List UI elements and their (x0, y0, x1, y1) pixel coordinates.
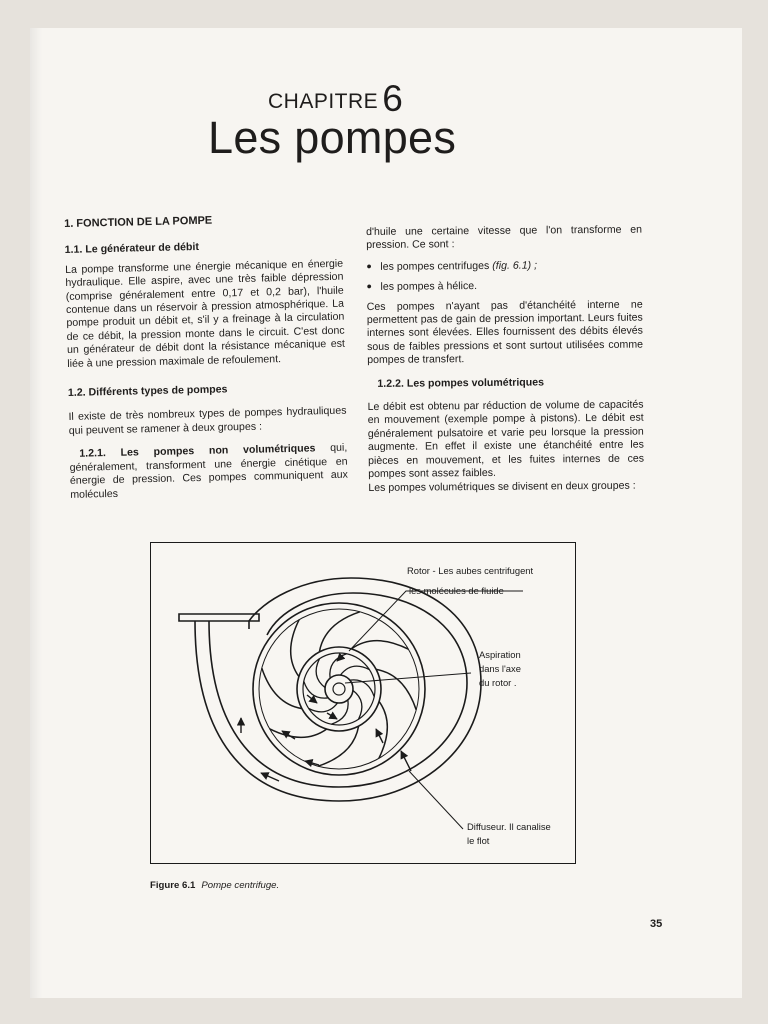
vane (340, 666, 369, 675)
paragraph-etancheite: Ces pompes n'ayant pas d'étanchéité interne ne permettent pas de gain de pression important. Leurs fuites internes sont élevées. Elles fournissent des débits élevés sous de faibles pressions et sont surtout utilisées comme pompes de transfert. (366, 298, 644, 367)
leader-line-aspiration (345, 673, 471, 683)
chapter-label: CHAPITRE (268, 90, 379, 113)
paragraph-generateur: La pompe transforme une énergie mécanique en énergie hydraulique. Elle aspire, avec une très faible dépression (comprise généralement entre 0,17 et 0,2 bar), l'huile contenue dans un réservoir à pression atmosphérique. La pompe produit un débit et, s'il y a freinage à la circulation de ce débit, la pression monte dans le circuit. C'est donc un générateur de débit dont la résistance mécanique est liée à une pression maximale de refoulement. (65, 257, 346, 370)
figure-caption (150, 880, 279, 891)
vane (353, 690, 362, 719)
label-diffuseur-line-2: le flot (467, 835, 490, 846)
label-rotor-line-2: les molécules de fluide (409, 585, 504, 596)
caption-number: Figure 6.1 (150, 880, 196, 891)
page-number: 35 (650, 918, 663, 930)
paragraph-volumetriques: Le débit est obtenu par réduction de volume de capacités en mouvement (exemple pompe à pistons). Le débit est généralement pulsatoire et varie peu lorsque la pression augmente. En effet il existe une étanchéité entre les pièces en mouvement, et les fuites internes de ces pompes sont assez faibles. (367, 398, 645, 481)
label-aspiration-line-3: du rotor . (479, 677, 517, 688)
flow-arrow (401, 751, 411, 771)
hub-eye (325, 675, 353, 703)
paragraph-non-volumetriques (69, 442, 348, 502)
section-heading-1-2-2: 1.2.2. Les pompes volumétriques (377, 376, 545, 390)
flow-arrow (261, 773, 279, 781)
vane (262, 668, 302, 709)
vane (379, 701, 388, 758)
leader-line-diffuseur (409, 771, 463, 829)
section-heading-1-2: 1.2. Différents types de pompes (67, 383, 228, 400)
figure-reference: (fig. 6.1) ; (492, 259, 538, 272)
bullet-centrifuges (366, 258, 642, 274)
vane (351, 641, 408, 650)
paragraph-types: Il existe de très nombreux types de pompes hydrauliques qui peuvent se ramener à deux groupes : (68, 405, 347, 437)
flow-arrow (327, 713, 337, 719)
label-aspiration-line-1: Aspiration (479, 649, 521, 660)
left-column (64, 212, 348, 502)
label-rotor-line-1: Rotor - Les aubes centrifugent (407, 565, 534, 576)
bullet-helice: ● les pompes à hélice. (366, 279, 642, 295)
caption-text: Pompe centrifuge. (201, 880, 280, 891)
chapter-title: Les pompes (208, 112, 457, 163)
impeller-outer-ring (253, 603, 425, 775)
impeller-vanes (262, 612, 416, 766)
volute-outer (195, 578, 481, 801)
label-diffuseur-line-1: Diffuseur. Il canalise (467, 821, 551, 832)
vane (270, 729, 327, 738)
paragraph-non-volumetriques-text: qui, généralement, transforment une énergie cinétique en énergie de pression. Ces pompes communiquent aux molécules (69, 441, 349, 501)
subheading-1-2-1: 1.2.1. Les pompes non volumétriques (79, 442, 316, 460)
flow-arrow (376, 729, 383, 743)
paragraph-deux-groupes: Les pompes volumétriques se divisent en deux groupes : (368, 479, 636, 494)
section-heading-1: 1. FONCTION DE LA POMPE (64, 214, 213, 230)
page-gutter-shadow (30, 28, 42, 998)
vane (376, 669, 416, 710)
vane (309, 703, 338, 712)
centrifugal-pump-drawing (151, 543, 575, 863)
bullet-centrifuges-text: les pompes centrifuges (380, 259, 493, 273)
chapter-number: 6 (382, 78, 404, 119)
label-aspiration-line-2: dans l'axe (479, 663, 521, 674)
outlet-flange (179, 614, 259, 621)
vane (316, 659, 325, 688)
inlet-vanes (304, 654, 374, 724)
right-column (366, 224, 644, 495)
paragraph-continuation: d'huile une certaine vitesse que l'on transforme en pression. Ce sont : (366, 223, 643, 252)
vane (318, 726, 359, 766)
section-heading-1-1: 1.1. Le générateur de débit (64, 241, 200, 257)
figure-centrifugal-pump (150, 542, 576, 864)
vane (291, 620, 300, 677)
